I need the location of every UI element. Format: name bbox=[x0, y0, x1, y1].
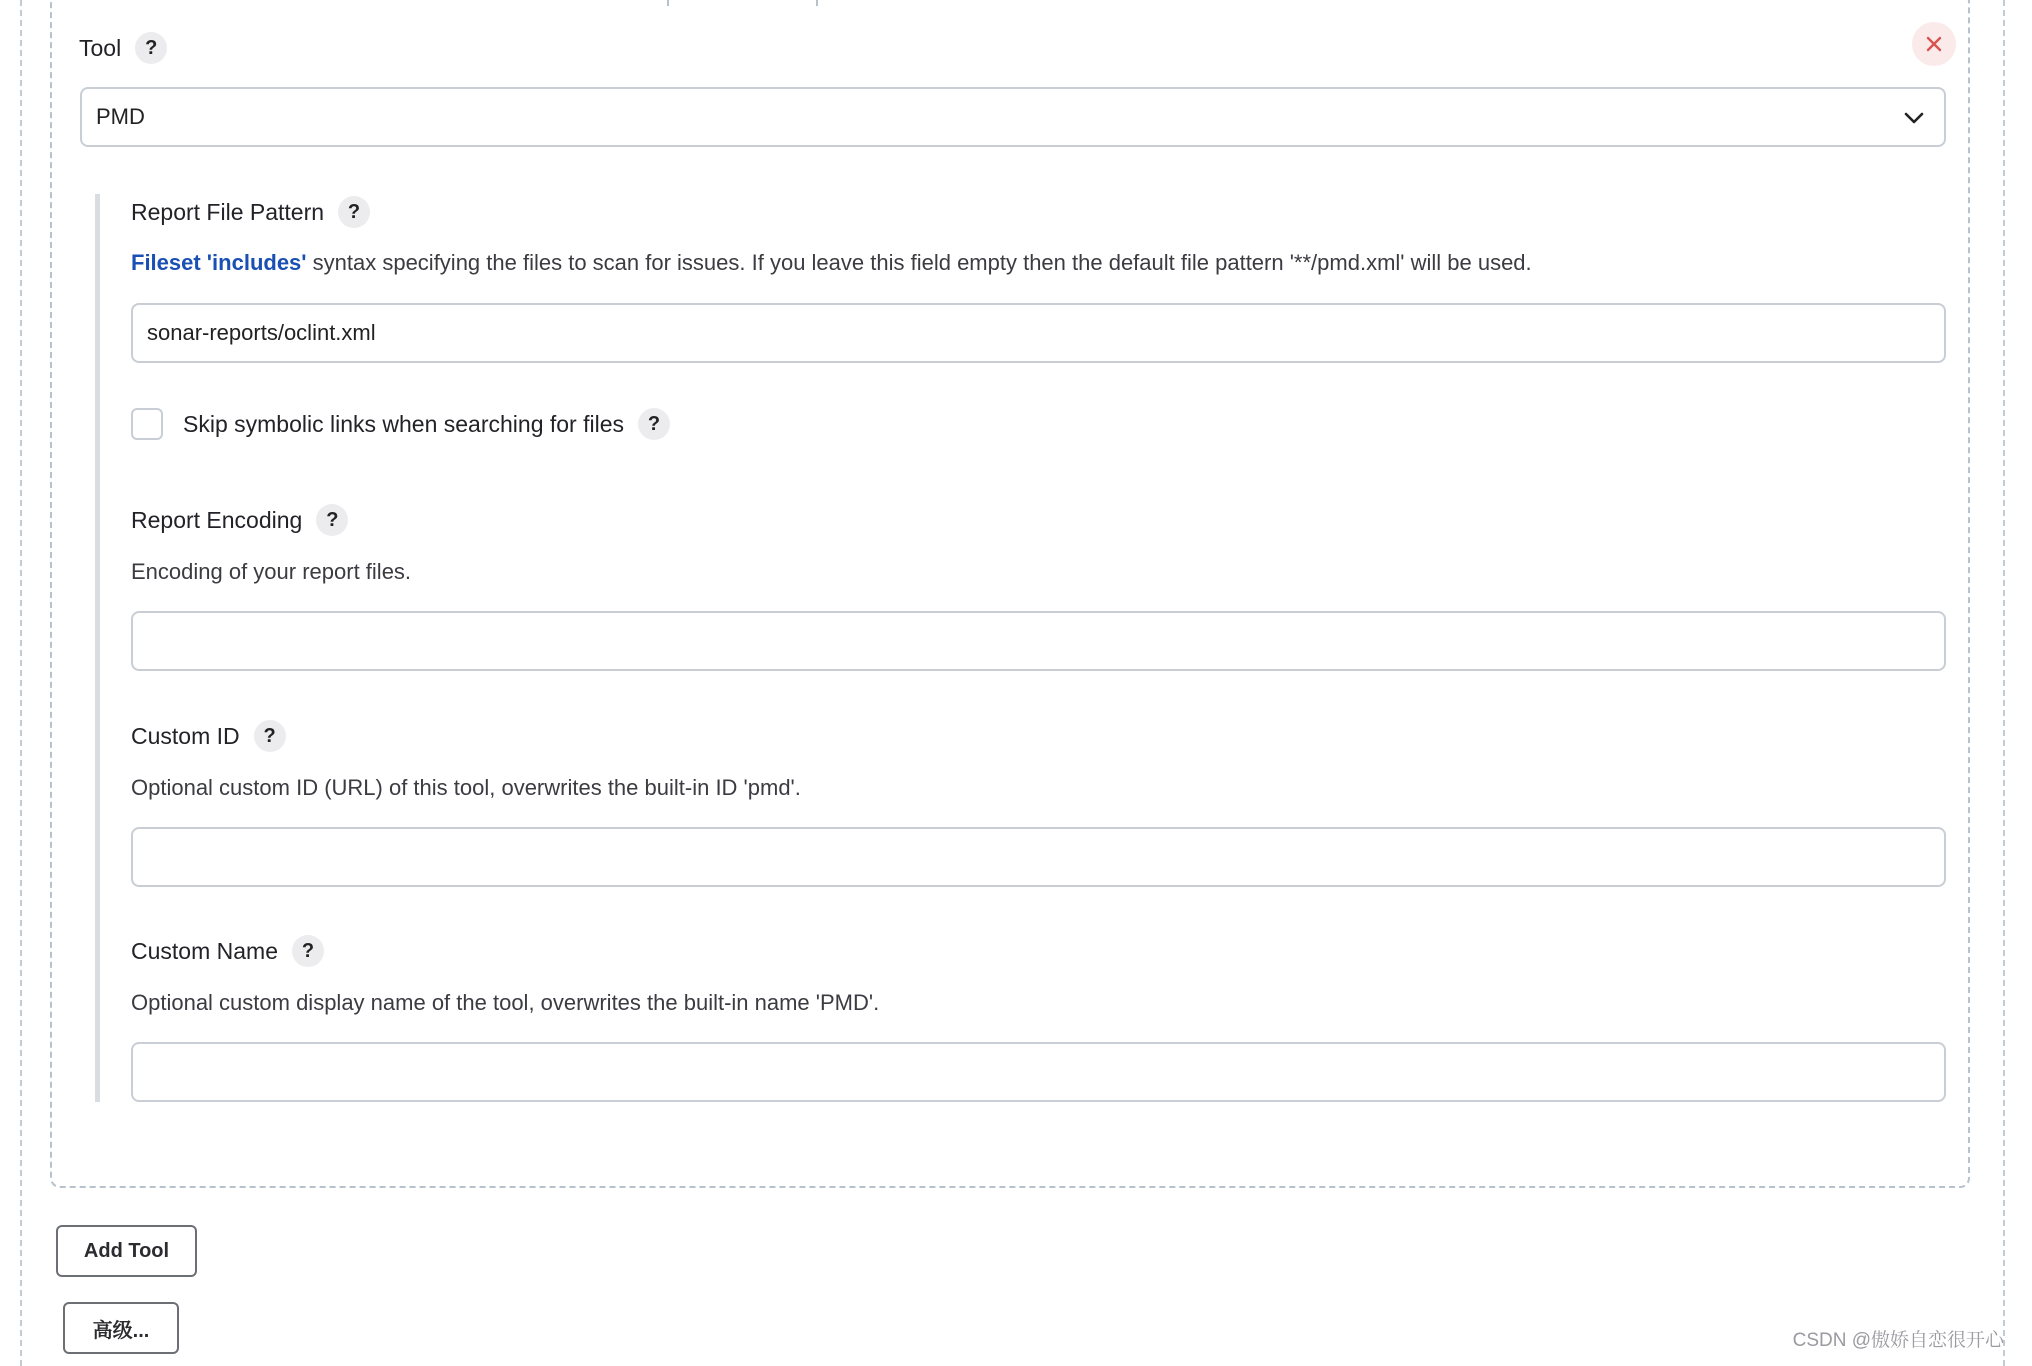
skip-symlinks-label[interactable]: Skip symbolic links when searching for files bbox=[183, 410, 625, 437]
report-file-pattern-input[interactable] bbox=[131, 303, 1946, 363]
tool-select[interactable] bbox=[80, 87, 1946, 147]
custom-name-label: Custom Name bbox=[131, 937, 278, 964]
custom-name-help-icon[interactable]: ? bbox=[292, 935, 324, 967]
custom-id-label-row bbox=[131, 720, 286, 752]
custom-name-description: Optional custom display name of the tool, overwrites the built-in name 'PMD'. bbox=[131, 990, 880, 1015]
report-encoding-label-row bbox=[131, 504, 348, 536]
advanced-button[interactable]: 高级... bbox=[63, 1302, 179, 1354]
skip-symlinks-row bbox=[131, 408, 670, 440]
tool-label: Tool bbox=[79, 34, 122, 61]
fileset-includes-link[interactable]: Fileset 'includes' bbox=[131, 250, 307, 275]
report-file-pattern-description bbox=[131, 250, 1532, 276]
skip-symlinks-help-icon[interactable]: ? bbox=[638, 408, 670, 440]
report-file-pattern-help-icon[interactable]: ? bbox=[338, 196, 370, 228]
skip-symlinks-checkbox[interactable] bbox=[131, 408, 163, 440]
custom-id-help-icon[interactable]: ? bbox=[254, 720, 286, 752]
add-tool-button[interactable]: Add Tool bbox=[56, 1225, 197, 1277]
tool-label-row bbox=[79, 32, 167, 64]
watermark: CSDN @傲娇自恋很开心 bbox=[1792, 1330, 2004, 1351]
delete-tool-button[interactable] bbox=[1912, 22, 1956, 66]
page-frame-right bbox=[2003, 0, 2005, 1366]
custom-id-description: Optional custom ID (URL) of this tool, overwrites the built-in ID 'pmd'. bbox=[131, 775, 801, 800]
report-file-pattern-description-text: syntax specifying the files to scan for issues. If you leave this field empty then the default file pattern '**/pmd.xml' will be used. bbox=[306, 250, 1532, 275]
chevron-down-icon bbox=[1902, 106, 1926, 130]
custom-name-input[interactable] bbox=[131, 1042, 1946, 1102]
custom-name-label-row bbox=[131, 935, 324, 967]
close-icon bbox=[1925, 35, 1943, 53]
report-file-pattern-label: Report File Pattern bbox=[131, 198, 325, 225]
page-frame-left bbox=[20, 0, 22, 1366]
custom-id-input[interactable] bbox=[131, 827, 1946, 887]
report-encoding-input[interactable] bbox=[131, 611, 1946, 671]
report-file-pattern-label-row bbox=[131, 196, 370, 228]
tool-help-icon[interactable]: ? bbox=[135, 32, 167, 64]
report-encoding-help-icon[interactable]: ? bbox=[316, 504, 348, 536]
tool-select-value: PMD bbox=[96, 104, 145, 129]
report-encoding-description: Encoding of your report files. bbox=[131, 559, 412, 584]
settings-left-rail bbox=[95, 194, 100, 1102]
report-encoding-label: Report Encoding bbox=[131, 506, 303, 533]
custom-id-label: Custom ID bbox=[131, 722, 240, 749]
